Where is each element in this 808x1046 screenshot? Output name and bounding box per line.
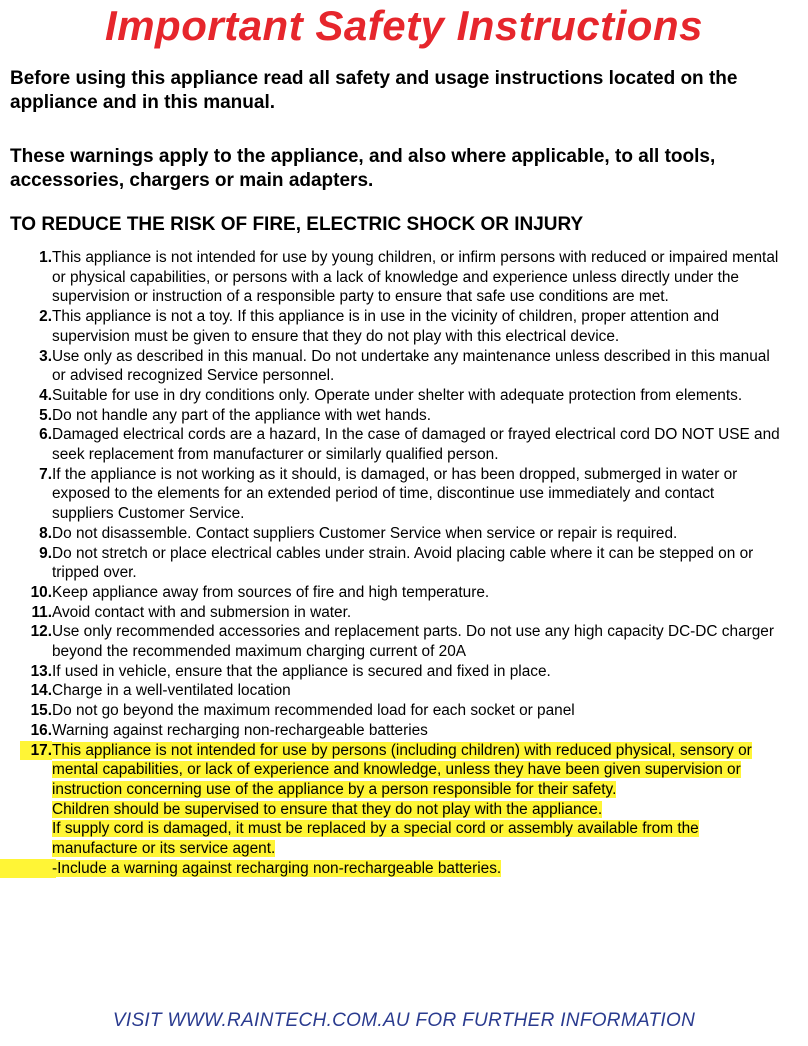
item-text: If used in vehicle, ensure that the appliance is secured and fixed in place. xyxy=(52,662,551,680)
item-number: 11. xyxy=(31,603,52,621)
item-number: 1. xyxy=(39,249,52,266)
list-item xyxy=(20,524,780,544)
item-number: 2. xyxy=(39,308,52,326)
page-title: Important Safety Instructions xyxy=(105,2,703,49)
list-item xyxy=(20,248,780,307)
item-number: 5. xyxy=(39,406,52,424)
item-number: 6. xyxy=(39,426,52,444)
item-number: 15. xyxy=(30,702,52,720)
list-item xyxy=(20,701,780,721)
item-text: Do not stretch or place electrical cables under strain. Avoid placing cable where it can be stepped on or tripped over. xyxy=(52,544,754,582)
item-text: Use only recommended accessories and replacement parts. Do not use any high capacity DC-DC charger beyond the recommended maximum charging current of 20A xyxy=(52,623,774,661)
item-text: If the appliance is not working as it should, is damaged, or has been dropped, submerged in water or exposed to the elements for an extended period of time, discontinue use immediately and contact suppliers Customer Service. xyxy=(52,465,738,523)
intro-paragraph-1: Before using this appliance read all safety and usage instructions located on the appliance and in this manual. xyxy=(10,68,738,113)
item-number: 4. xyxy=(39,386,52,404)
item-17-paragraph-3: If supply cord is damaged, it must be replaced by a special cord or assembly available from the manufacture or its service agent. xyxy=(52,820,699,858)
item-17-paragraph-1: This appliance is not intended for use by persons (including children) with reduced physical, sensory or mental capabilities, or lack of experience and knowledge, unless they have been given supervision or instruction concerning use of the appliance by a person responsible for their safety. xyxy=(52,741,752,798)
item-text: Do not go beyond the maximum recommended load for each socket or panel xyxy=(52,702,575,720)
item-text: Keep appliance away from sources of fire and high temperature. xyxy=(52,583,490,601)
list-item xyxy=(20,347,780,386)
item-number: 17. xyxy=(20,741,52,761)
item-text: This appliance is not intended for use by young children, or infirm persons with reduced or impaired mental or physical capabilities, or persons with a lack of knowledge and experience unless directly under the supervision or instruction of a responsible party to ensure that safe use conditions are met. xyxy=(52,249,779,306)
item-text: This appliance is not a toy. If this appliance is in use in the vicinity of children, proper attention and supervision must be given to ensure that they do not play with this electrical device. xyxy=(52,308,720,345)
item-text: Suitable for use in dry conditions only. Operate under shelter with adequate protection from elements. xyxy=(52,386,743,404)
item-text: Do not handle any part of the appliance with wet hands. xyxy=(52,406,432,424)
list-item xyxy=(20,583,780,603)
highlight-bar xyxy=(0,859,56,878)
list-item xyxy=(20,681,780,701)
item-number: 9. xyxy=(39,544,52,562)
item-text: Use only as described in this manual. Do not undertake any maintenance unless described in this manual or advised recognized Service personnel. xyxy=(52,347,770,385)
item-text: Avoid contact with and submersion in water. xyxy=(52,603,352,621)
list-item xyxy=(20,603,780,623)
list-item xyxy=(20,307,780,346)
list-item-highlighted xyxy=(20,741,780,879)
item-text: Warning against recharging non-rechargeable batteries xyxy=(52,721,428,739)
item-number: 14. xyxy=(30,682,52,700)
footer-website-notice: VISIT WWW.RAINTECH.COM.AU FOR FURTHER INFORMATION xyxy=(112,1010,696,1031)
list-item xyxy=(20,721,780,741)
item-number: 10. xyxy=(30,583,52,601)
safety-instructions-list xyxy=(20,248,780,879)
item-number: 3. xyxy=(39,347,52,365)
list-item xyxy=(20,425,780,464)
list-item xyxy=(20,465,780,524)
item-text: Charge in a well-ventilated location xyxy=(52,682,291,700)
item-number: 7. xyxy=(39,465,52,483)
item-number: 12. xyxy=(30,623,52,641)
item-number: 13. xyxy=(30,662,52,680)
item-17-paragraph-4: -Include a warning against recharging non-rechargeable batteries. xyxy=(52,859,502,877)
list-item xyxy=(20,386,780,406)
item-17-paragraph-2: Children should be supervised to ensure that they do not play with the appliance. xyxy=(52,800,603,818)
item-number: 8. xyxy=(39,524,52,542)
list-item xyxy=(20,622,780,661)
intro-paragraph-2: These warnings apply to the appliance, and also where applicable, to all tools, accessories, chargers or main adapters. xyxy=(10,146,716,191)
list-item xyxy=(20,544,780,583)
item-number: 16. xyxy=(30,721,52,739)
list-item xyxy=(20,662,780,682)
item-text: Do not disassemble. Contact suppliers Customer Service when service or repair is required. xyxy=(52,524,678,542)
item-text: Damaged electrical cords are a hazard, In the case of damaged or frayed electrical cord DO NOT USE and seek replacement from manufacturer or similarly qualified person. xyxy=(52,426,780,464)
list-item xyxy=(20,406,780,426)
section-heading: TO REDUCE THE RISK OF FIRE, ELECTRIC SHOCK OR INJURY xyxy=(10,214,584,235)
